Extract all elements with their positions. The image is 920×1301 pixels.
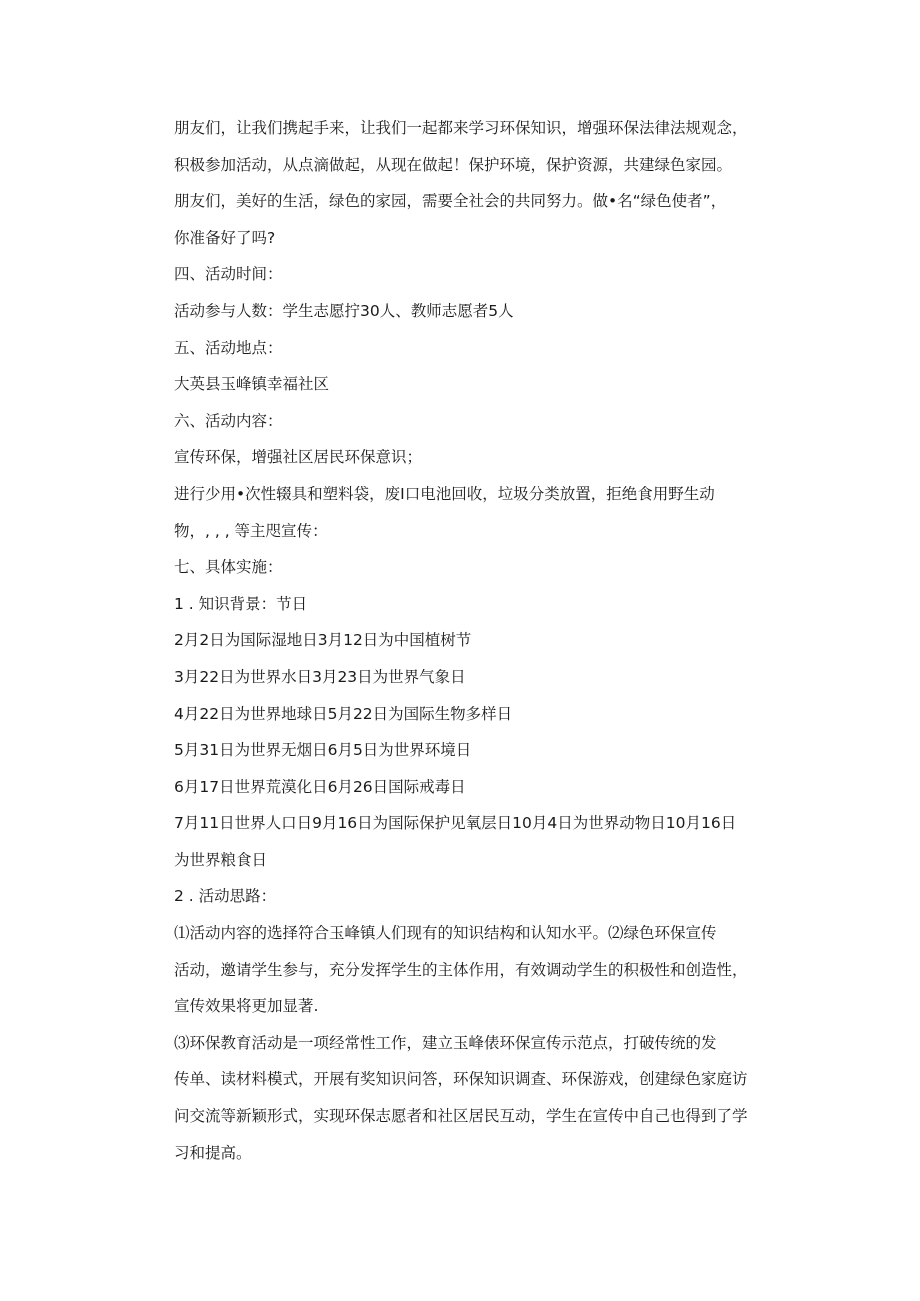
text-line: 活动参与人数：学生志愿拧30人、教师志愿者5人 [174,301,514,320]
text-line: ⑴活动内容的选择符合玉峰镇人们现有的知识结构和认知水平。⑵绿色环保宣传 [174,924,717,943]
text-line: 积极参加活动，从点滴做起，从现在做起！保护环境，保护资源，共建绿色家园。 [174,155,733,174]
text-line: 朋友们，让我们携起手来，让我们一起都来学习环保知识，增强环保法律法规观念， [174,119,748,137]
text-line: 朋友们，美好的生活，绿色的家园，需要全社会的共同努力。做•名“绿色使者”， [174,192,727,211]
subsection-heading-approach: 2 . 活动思路： [174,887,277,906]
text-line: 习和提高。 [174,1143,252,1162]
text-line: 问交流等新颖形式，实现环保志愿者和社区居民互动，学生在宣传中自己也得到了学 [174,1107,748,1126]
text-line: 3月22日为世界水日3月23日为世界气象日 [174,667,466,686]
text-line: 为世界粮食日 [174,850,268,869]
text-line: 宣传环保，增强社区居民环保意识； [174,448,423,467]
text-line: 物，, , , 等主咫宣传： [174,521,328,540]
text-line: ⑶环保教育活动是一项经常性工作，建立玉峰俵环保宣传示范点，打破传统的发 [174,1033,717,1052]
section-heading-content: 六、活动内容： [174,411,283,430]
section-heading-location: 五、活动地点： [174,338,283,357]
text-line: 6月17日世界荒漠化日6月26日国际戒毒日 [174,777,466,796]
text-line: 传单、读材料模式，开展有奖知识问答，环保知识调查、环保游戏，创建绿色家庭访 [174,1070,748,1089]
section-heading-implementation: 七、具体实施： [174,558,283,577]
text-line: 4月22日为世界地球日5月22日为国际生物多样日 [174,704,513,723]
text-line: 5月31日为世界无烟日6月5日为世界环境日 [174,741,472,760]
text-line: 你准备好了吗? [174,228,276,247]
text-line: 进行少用•次性辍具和塑料袋，废I口电池回收，垃圾分类放置，拒绝食用野生动 [174,484,715,503]
subsection-heading-background: 1 . 知识背景：节日 [174,594,308,613]
text-line: 宣传效果将更加显著. [174,997,319,1016]
section-heading-time: 四、活动时间： [174,265,283,284]
text-line: 7月11日世界人口日9月16日为国际保护见氧层日10月4日为世界动物日10月16日 [174,814,737,833]
text-line: 大英县玉峰镇幸福社区 [174,375,330,394]
document-body [174,110,794,1171]
text-line: 2月2日为国际湿地日3月12日为中国植树节 [174,631,472,650]
text-line: 活动，邀请学生参与，充分发挥学生的主体作用，有效调动学生的积极性和创造性， [174,960,748,979]
